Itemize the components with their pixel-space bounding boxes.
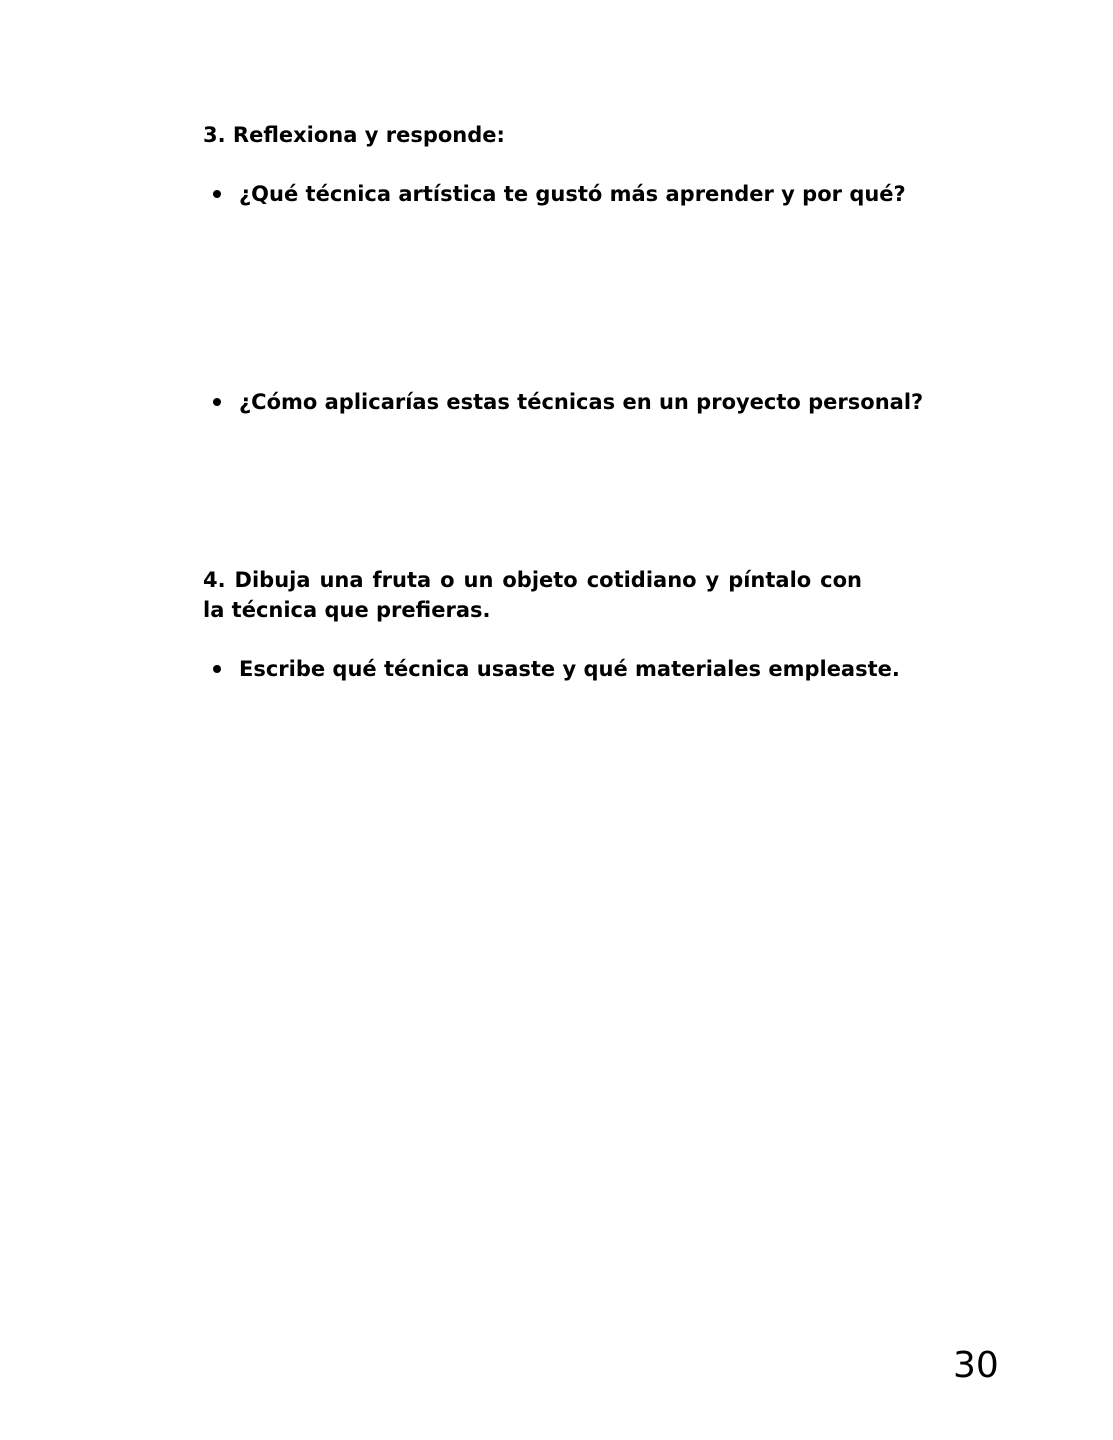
bullet-icon bbox=[213, 665, 221, 673]
section-3-heading: 3. Reflexiona y responde: bbox=[203, 123, 505, 147]
question-apply-techniques: ¿Cómo aplicarías estas técnicas en un proyecto personal? bbox=[239, 390, 924, 414]
page-number: 30 bbox=[953, 1345, 999, 1386]
bullet-icon bbox=[213, 190, 221, 198]
question-technique-materials: Escribe qué técnica usaste y qué materiales empleaste. bbox=[239, 657, 900, 681]
question-technique-liked: ¿Qué técnica artística te gustó más aprender y por qué? bbox=[239, 182, 906, 206]
section-4-heading: 4. Dibuja una fruta o un objeto cotidiano y píntalo con la técnica que prefieras. bbox=[203, 568, 862, 622]
bullet-icon bbox=[213, 398, 221, 406]
